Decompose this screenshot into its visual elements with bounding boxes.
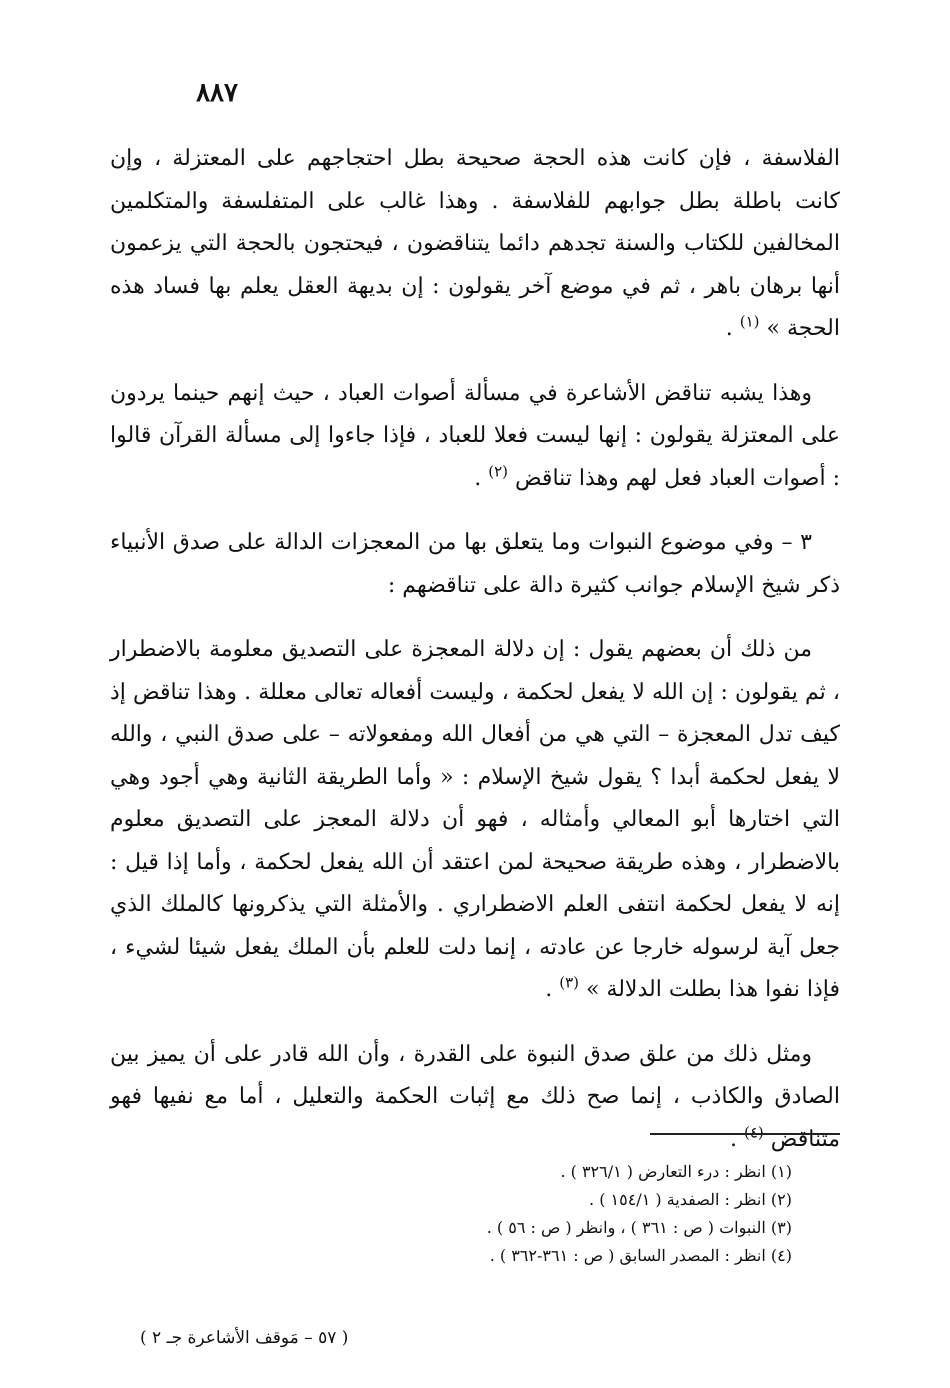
footnote-reference: (٣) (559, 973, 579, 992)
footnote-4: (٤) انظر : المصدر السابق ( ص : ٣٦١-٣٦٢ ) . (489, 1246, 792, 1265)
paragraph-text: من ذلك أن بعضهم يقول : إن دلالة المعجزة على التصديق معلومة بالاضطرار ، ثم يقولون : إن الله لا يفعل لحكمة ، وليست أفعاله تعالى معللة . وهذا تناقض إذ كيف تدل المعجزة – التي هي من أفعال الله ومفعولاته – على صدق النبي ، والله لا يفعل لحكمة أبدا ؟ يقول شيخ الإسلام : « وأما الطريقة الثانية وهي أجود وهي التي اختارها أبو المعالي وأمثاله ، فهو أن دلالة المعجز على التصديق معلوم بالاضطرار ، وهذه طريقة صحيحة لمن اعتقد أن الله يفعل لحكمة ، وأما إذا قيل : إنه لا يفعل لحكمة انتفى العلم الاضطراري . والأمثلة التي يذكرونها كالملك الذي جعل آية لرسوله خارجا عن عادته ، إنما دلت للعلم بأن الملك يفعل شيئا لشيء ، فإذا نفوا هذا بطلت الدلالة » (110, 637, 840, 1002)
paragraph-text: ومثل ذلك من علق صدق النبوة على القدرة ، وأن الله قادر على أن يميز بين الصادق والكاذب ، إنما صح ذلك مع إثبات الحكمة والتعليل ، أما مع نفيها فهو متناقض (110, 1041, 840, 1152)
footnote-3: (٣) النبوات ( ص : ٣٦١ ) ، وانظر ( ص : ٥٦ ) . (486, 1218, 792, 1237)
footnote-reference: (٤) (743, 1123, 764, 1142)
footnote-1: (١) انظر : درء التعارض ( ٣٢٦/١ ) . (560, 1162, 792, 1181)
footnote-reference: (١) (739, 312, 760, 331)
paragraph-text: وهذا يشبه تناقض الأشاعرة في مسألة أصوات العباد ، حيث إنهم حينما يردون على المعتزلة يقولون : إنها ليست فعلا للعباد ، فإذا جاءوا إلى مسألة القرآن قالوا : أصوات العباد فعل لهم وهذا تناقض (110, 380, 840, 491)
paragraph-end: . (725, 316, 740, 341)
paragraph-3 (110, 522, 840, 607)
book-signature: ( ٥٧ – مَوقف الأشاعرة جـ ٢ ) (140, 1328, 349, 1348)
paragraph-2 (110, 373, 840, 501)
paragraph-1 (110, 138, 840, 351)
footnotes (172, 1158, 792, 1270)
paragraph-text: ٣ – وفي موضوع النبوات وما يتعلق بها من المعجزات الدالة على صدق الأنبياء ذكر شيخ الإسلام جوانب كثيرة دالة على تناقضهم : (110, 530, 840, 598)
main-text (110, 138, 840, 1161)
footnote-reference: (٢) (488, 462, 508, 481)
page-number: ٨٨٧ (196, 78, 238, 108)
paragraph-4 (110, 629, 840, 1012)
paragraph-end: . (474, 465, 489, 491)
paragraph-text: الفلاسفة ، فإن كانت هذه الحجة صحيحة بطل احتجاجهم على المعتزلة ، وإن كانت باطلة بطل جوابهم للفلاسفة . وهذا غالب على المتفلسفة والمتكلمين المخالفين للكتاب والسنة تجدهم دائما يتناقضون ، فيحتجون بالحجة التي يزعمون أنها برهان باهر ، ثم في موضع آخر يقولون : إن بديهة العقل يعلم بها فساد هذه الحجة » (110, 146, 840, 341)
paragraph-end: . (545, 977, 560, 1002)
paragraph-end: . (729, 1126, 744, 1152)
paragraph-5 (110, 1034, 840, 1162)
footnote-divider (650, 1133, 840, 1135)
footnote-2: (٢) انظر : الصفدية ( ١٥٤/١ ) . (589, 1190, 792, 1209)
